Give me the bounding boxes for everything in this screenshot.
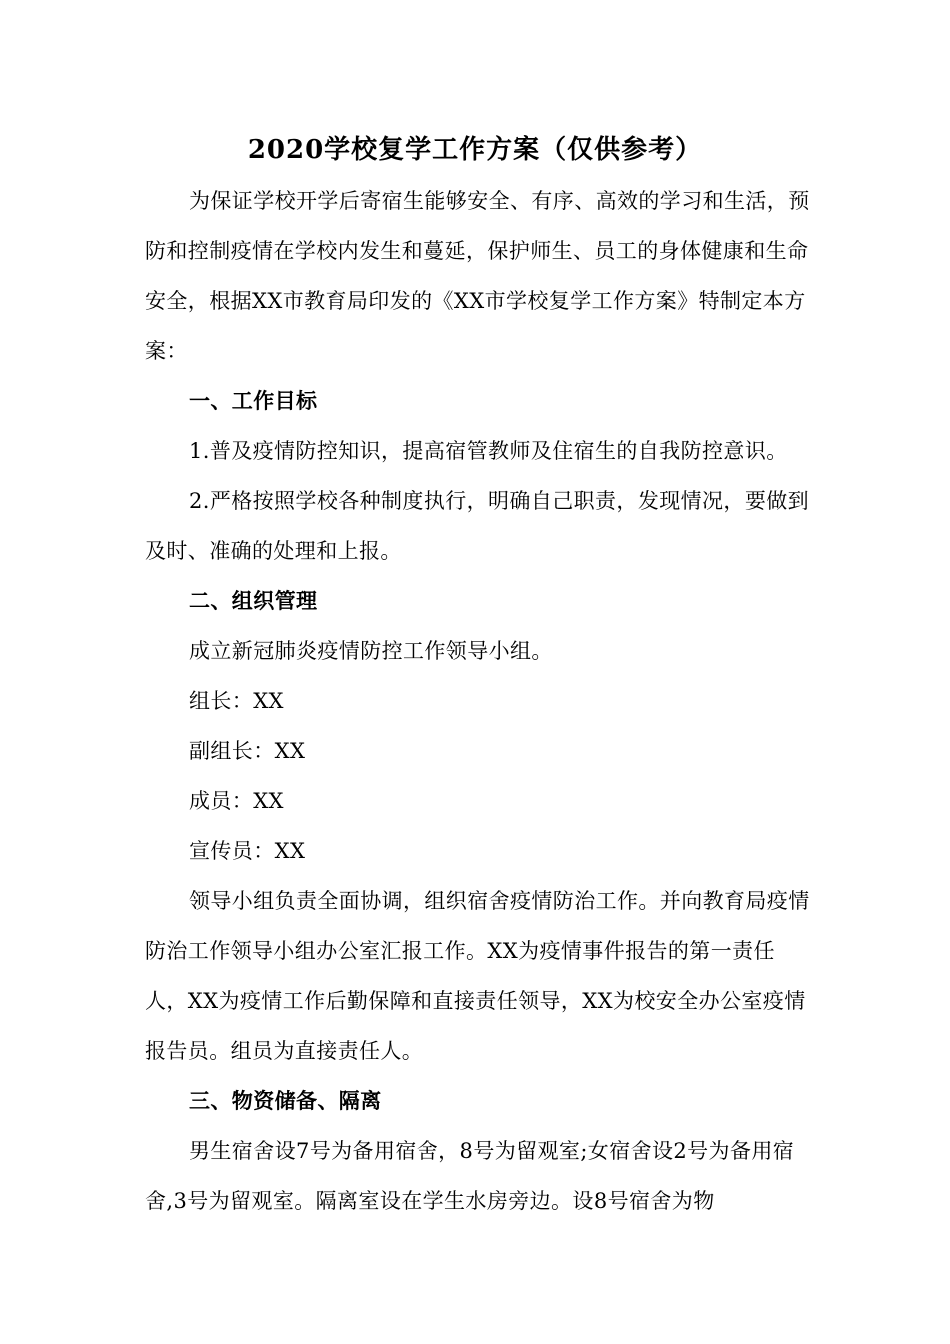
supplies-paragraph: 男生宿舍设7号为备用宿舍，8号为留观室;女宿舍设2号为备用宿舍,3号为留观室。隔离室设在学生水房旁边。设8号宿舍为物 (145, 1139, 795, 1213)
deputy-leader-line: 副组长：XX (189, 739, 306, 763)
group-leader-line: 组长：XX (189, 689, 284, 713)
section-heading-goals: 一、工作目标 (189, 388, 318, 413)
members-line: 成员：XX (189, 789, 284, 813)
section-heading-supplies: 三、物资储备、隔离 (189, 1088, 382, 1113)
publicist-line: 宣传员：XX (189, 839, 306, 863)
organization-paragraph: 成立新冠肺炎疫情防控工作领导小组。 (189, 639, 553, 663)
document-title: 2020学校复学工作方案（仅供参考） (247, 135, 703, 165)
responsibility-paragraph: 领导小组负责全面协调，组织宿舍疫情防治工作。并向教育局疫情防治工作领导小组办公室汇报工作。XX为疫情事件报告的第一责任人，XX为疫情工作后勤保障和直接责任领导，XX为校安全办公室疫情报告员。组员为直接责任人。 (145, 889, 810, 1063)
intro-paragraph: 为保证学校开学后寄宿生能够安全、有序、高效的学习和生活，预防和控制疫情在学校内发生和蔓延，保护师生、员工的身体健康和生命安全，根据XX市教育局印发的《XX市学校复学工作方案》特制定本方案： (145, 189, 810, 363)
section-heading-organization: 二、组织管理 (189, 588, 318, 613)
goal-item-2: 2.严格按照学校各种制度执行，明确自己职责，发现情况，要做到及时、准确的处理和上报。 (145, 489, 810, 563)
goal-item-1: 1.普及疫情防控知识，提高宿管教师及住宿生的自我防控意识。 (189, 439, 788, 463)
document-body (145, 176, 810, 1226)
